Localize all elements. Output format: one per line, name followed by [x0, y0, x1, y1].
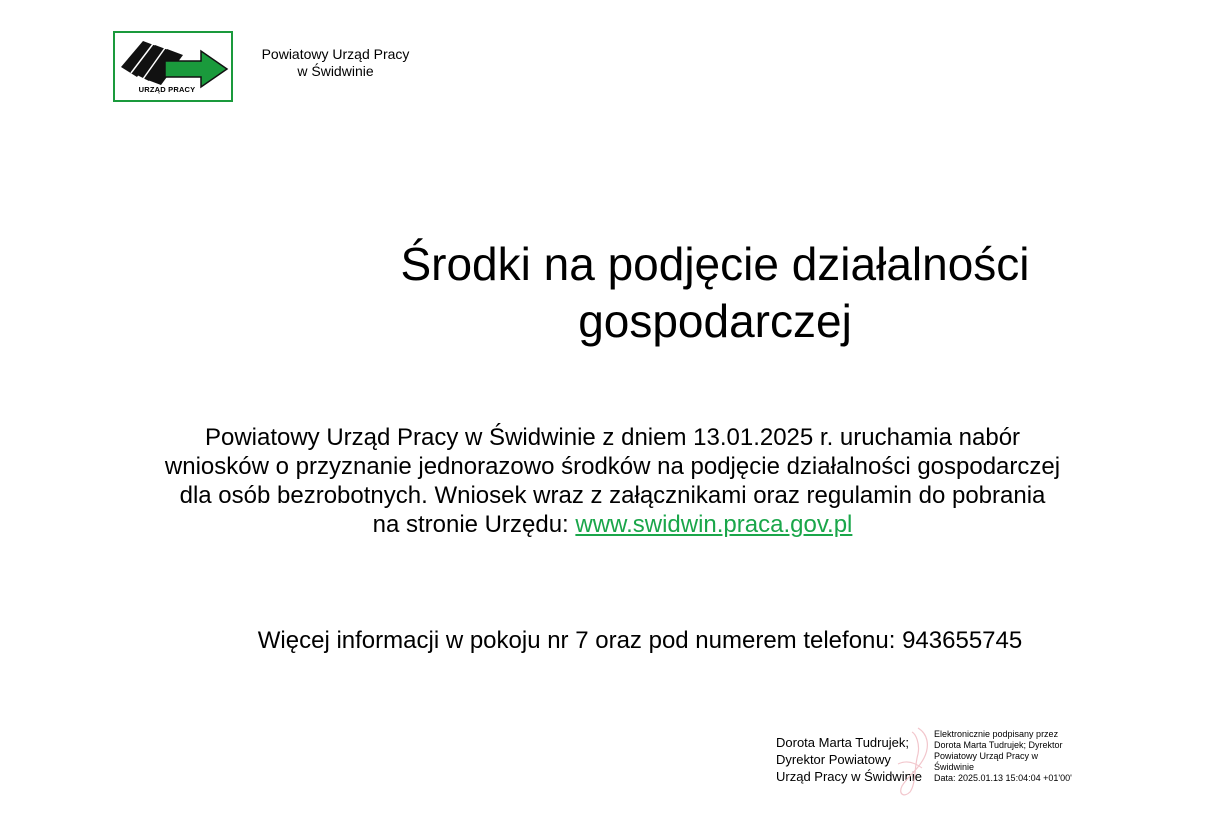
- logo-caption: URZĄD PRACY: [138, 85, 196, 94]
- office-name: [248, 46, 423, 80]
- announcement-line4: [40, 510, 1185, 539]
- esig-line4: Świdwinie: [934, 762, 975, 772]
- signer-office: Urząd Pracy w Świdwinie: [776, 769, 922, 784]
- page-title-line2: gospodarczej: [578, 295, 852, 347]
- page-title: [300, 236, 1130, 350]
- esig-date: Data: 2025.01.13 15:04:04 +01'00': [934, 773, 1072, 783]
- office-logo: [113, 31, 233, 102]
- electronic-signature-info: [934, 729, 1109, 784]
- announcement-line3: dla osób bezrobotnych. Wniosek wraz z załącznikami oraz regulamin do pobrania: [179, 482, 1046, 509]
- office-website-link[interactable]: www.swidwin.praca.gov.pl: [575, 511, 853, 538]
- esig-line3: Powiatowy Urząd Pracy w: [934, 751, 1039, 761]
- office-name-line2: w Świdwinie: [297, 63, 374, 79]
- announcement-paragraph: [40, 423, 1185, 539]
- page-title-line1: Środki na podjęcie działalności: [400, 238, 1030, 290]
- esig-line2: Dorota Marta Tudrujek; Dyrektor: [934, 740, 1063, 750]
- office-name-line1: Powiatowy Urząd Pracy: [261, 46, 410, 62]
- announcement-line1: Powiatowy Urząd Pracy w Świdwinie z dniem 13.01.2025 r. uruchamia nabór: [204, 424, 1021, 451]
- announcement-line2: wniosków o przyznanie jednorazowo środków na podjęcie działalności gospodarczej: [164, 453, 1061, 480]
- signer-name: Dorota Marta Tudrujek;: [776, 735, 909, 750]
- announcement-line4-prefix: na stronie Urzędu:: [372, 511, 576, 538]
- signature-scribble-icon: [888, 724, 938, 800]
- contact-info: Więcej informacji w pokoju nr 7 oraz pod numerem telefonu: 943655745: [257, 627, 1023, 654]
- esig-line1: Elektronicznie podpisany przez: [934, 729, 1059, 739]
- signer-role: Dyrektor Powiatowy: [776, 752, 891, 767]
